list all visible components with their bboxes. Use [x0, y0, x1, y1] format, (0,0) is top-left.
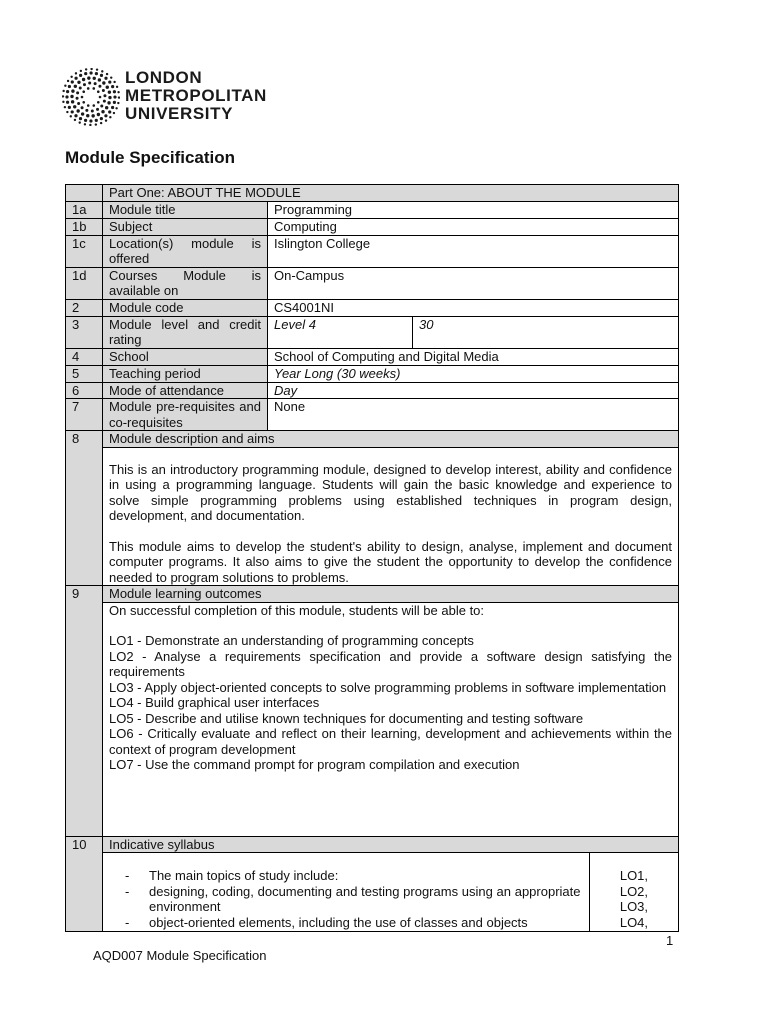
- emblem-dot: [71, 110, 74, 113]
- emblem-dot: [117, 91, 119, 93]
- emblem-dot: [86, 114, 89, 117]
- table-row: [66, 431, 679, 448]
- emblem-dot: [87, 104, 90, 107]
- row-number: 2: [66, 299, 103, 316]
- emblem-dot: [118, 96, 120, 98]
- syllabus-item-text: object-oriented elements, including the use of classes and objects: [149, 914, 528, 930]
- row-number: 5: [66, 365, 103, 382]
- emblem-dot: [74, 77, 77, 80]
- emblem-dot: [102, 89, 105, 92]
- emblem-dot: [116, 86, 118, 88]
- emblem-dot: [96, 68, 98, 70]
- table-row: [66, 267, 679, 299]
- row-value: Programming: [268, 202, 679, 219]
- learning-outcomes-intro: On successful completion of this module, students will be able to:: [109, 602, 485, 618]
- row-number: 6: [66, 382, 103, 399]
- table-row: [66, 202, 679, 219]
- row-number: 1d: [66, 267, 103, 299]
- logo-wordmark: [125, 69, 267, 123]
- row-value: None: [268, 399, 679, 431]
- logo-line-1: LONDON: [125, 68, 203, 87]
- learning-outcomes-list: [109, 633, 672, 773]
- emblem-dot: [110, 76, 112, 78]
- learning-outcomes: [103, 602, 679, 836]
- description-paragraph: This is an introductory programming module, designed to develop interest, ability and confidence in using a programming language. Students will gain the basic knowledge and experience to solve simple programming problems using established techniques in program design, development, and documentation.: [109, 461, 673, 523]
- table-row: [66, 185, 679, 202]
- emblem-dot: [84, 119, 87, 122]
- row-label: School: [103, 348, 268, 365]
- emblem-dot: [70, 76, 72, 78]
- row-value: Year Long (30 weeks): [268, 365, 679, 382]
- section-heading: Module description and aims: [103, 431, 679, 448]
- emblem-dot: [95, 72, 98, 75]
- emblem-dot: [64, 85, 66, 87]
- part-heading: Part One: ABOUT THE MODULE: [103, 185, 679, 202]
- list-item: LO6 - Critically evaluate and reflect on their learning, development and achievements within the context of program development: [109, 726, 673, 757]
- row-number: 4: [66, 348, 103, 365]
- emblem-dot: [104, 114, 107, 117]
- emblem-dot: [115, 107, 117, 109]
- emblem-dot: [77, 102, 80, 105]
- row-value: School of Computing and Digital Media: [268, 348, 679, 365]
- emblem-dot: [100, 117, 103, 120]
- emblem-dot: [96, 108, 99, 111]
- emblem-dot: [101, 70, 103, 72]
- table-row: [66, 382, 679, 399]
- emblem-dot: [113, 101, 116, 104]
- emblem-dot: [79, 87, 82, 90]
- table-row: [66, 348, 679, 365]
- syllabus-table: [103, 853, 678, 931]
- emblem-dot: [95, 123, 97, 125]
- emblem-dot: [66, 90, 69, 93]
- emblem-dot: [87, 87, 90, 90]
- emblem-dot: [82, 90, 85, 93]
- emblem-dot: [113, 81, 115, 83]
- emblem-dot: [84, 72, 87, 75]
- emblem-dot: [102, 81, 105, 84]
- emblem-dot: [117, 102, 119, 104]
- row-number: 1a: [66, 202, 103, 219]
- outcome-ref: LO2, LO3,: [619, 883, 649, 914]
- emblem-dot: [65, 95, 68, 98]
- list-item: LO4 - Build graphical user interfaces: [109, 695, 320, 710]
- emblem-dot: [105, 106, 108, 109]
- emblem-dot: [76, 91, 79, 94]
- list-item: LO1 - Demonstrate an understanding of programming concepts: [109, 633, 474, 648]
- row-label: Module pre-requisites and co-requisites: [103, 399, 268, 431]
- emblem-dot: [67, 80, 69, 82]
- emblem-dot: [95, 119, 98, 122]
- emblem-dot: [93, 77, 96, 80]
- emblem-dot: [68, 85, 71, 88]
- description-paragraph: This module aims to develop the student's ability to design, analyse, implement and document computer programs. It also aims to give the student the opportunity to develop the confidence needed to program solutions to problems.: [109, 538, 673, 585]
- outcome-ref: LO4,: [619, 914, 649, 930]
- university-logo: [62, 68, 287, 128]
- university-emblem-icon: [62, 68, 120, 126]
- emblem-dot: [108, 110, 111, 113]
- emblem-dot: [111, 85, 114, 88]
- table-row: [66, 235, 679, 267]
- emblem-dot: [79, 117, 82, 120]
- emblem-dot: [85, 109, 88, 112]
- syllabus-item-text: The main topics of study include:: [149, 868, 339, 883]
- emblem-dot: [74, 119, 76, 121]
- credit-rating-value: 30: [413, 316, 679, 348]
- emblem-dot: [99, 96, 102, 99]
- emblem-dot: [111, 106, 114, 109]
- table-row: [66, 316, 679, 348]
- emblem-dot: [89, 71, 92, 74]
- emblem-dot: [75, 72, 77, 74]
- emblem-dot: [101, 110, 104, 113]
- emblem-dot: [71, 80, 74, 83]
- logo-line-3: UNIVERSITY: [125, 104, 234, 123]
- row-number: 7: [66, 399, 103, 431]
- module-spec-table: [65, 184, 679, 932]
- row-label: Module level and credit rating: [103, 316, 268, 348]
- emblem-dot: [71, 89, 74, 92]
- list-bullet: -: [125, 914, 130, 930]
- row-value: On-Campus: [268, 267, 679, 299]
- list-item: [125, 884, 581, 915]
- emblem-dot: [76, 97, 79, 100]
- emblem-dot: [79, 74, 82, 77]
- list-item: [125, 915, 581, 931]
- emblem-dot: [98, 78, 101, 81]
- emblem-dot: [88, 82, 91, 85]
- emblem-dot: [64, 106, 66, 108]
- row-label: Location(s) module is offered: [103, 235, 268, 267]
- emblem-dot: [90, 68, 92, 70]
- table-row: [66, 447, 679, 586]
- list-bullet: -: [125, 883, 130, 899]
- emblem-dot: [89, 124, 91, 126]
- row-value: CS4001NI: [268, 299, 679, 316]
- emblem-dot: [81, 112, 84, 115]
- emblem-dot: [62, 90, 64, 92]
- emblem-dot: [106, 85, 109, 88]
- table-row: [66, 853, 679, 932]
- emblem-dot: [79, 121, 81, 123]
- emblem-dot: [91, 109, 94, 112]
- emblem-dot: [100, 74, 103, 77]
- table-row: [66, 586, 679, 603]
- table-row: [66, 218, 679, 235]
- emblem-dot: [76, 109, 79, 112]
- emblem-dot: [106, 73, 108, 75]
- row-label: Module title: [103, 202, 268, 219]
- emblem-dot: [97, 90, 100, 93]
- emblem-dot: [107, 101, 110, 104]
- emblem-dot: [81, 106, 84, 109]
- row-label: Mode of attendance: [103, 382, 268, 399]
- emblem-dot: [81, 96, 84, 99]
- emblem-dot: [71, 100, 74, 103]
- list-item: LO7 - Use the command prompt for program compilation and execution: [109, 757, 520, 772]
- emblem-dot: [91, 114, 94, 117]
- row-number: 1c: [66, 235, 103, 267]
- row-label: Module code: [103, 299, 268, 316]
- emblem-dot: [66, 101, 69, 104]
- emblem-dot: [100, 104, 103, 107]
- emblem-dot: [108, 96, 111, 99]
- emblem-dot: [66, 111, 68, 113]
- emblem-dot: [103, 100, 106, 103]
- emblem-dot: [113, 90, 116, 93]
- emblem-dot: [85, 68, 87, 70]
- row-label: Subject: [103, 218, 268, 235]
- emblem-dot: [84, 123, 86, 125]
- indicative-syllabus: [103, 853, 679, 932]
- section-heading: Indicative syllabus: [103, 836, 679, 853]
- list-item: LO3 - Apply object-oriented concepts to solve programming problems in software implementation: [109, 679, 667, 695]
- row-value: Islington College: [268, 235, 679, 267]
- document-footer: AQD007 Module Specification: [93, 948, 267, 963]
- table-row: [66, 299, 679, 316]
- emblem-dot: [77, 81, 80, 84]
- emblem-dot: [82, 101, 85, 104]
- row-label: Courses Module is available on: [103, 267, 268, 299]
- page-number: 1: [666, 933, 674, 948]
- emblem-dot: [105, 119, 107, 121]
- module-description: [103, 447, 679, 586]
- document-title: Module Specification: [65, 148, 236, 167]
- emblem-dot: [62, 101, 64, 103]
- emblem-dot: [70, 115, 72, 117]
- list-item: [125, 868, 581, 884]
- emblem-dot: [68, 106, 71, 109]
- row-number: 1b: [66, 218, 103, 235]
- list-item: LO2 - Analyse a requirements specification and provide a software design satisfying the requirements: [109, 648, 673, 679]
- emblem-dot: [103, 94, 106, 97]
- emblem-dot: [74, 85, 77, 88]
- emblem-dot: [108, 80, 111, 83]
- emblem-dot: [87, 76, 90, 79]
- emblem-dot: [108, 90, 111, 93]
- row-number: 9: [66, 586, 103, 837]
- row-number: 8: [66, 431, 103, 586]
- row-value: Day: [268, 382, 679, 399]
- emblem-dot: [109, 116, 111, 118]
- emblem-dot: [100, 122, 102, 124]
- row-number-blank: [66, 185, 103, 202]
- emblem-dot: [83, 83, 86, 86]
- emblem-dot: [74, 114, 77, 117]
- row-label: Teaching period: [103, 365, 268, 382]
- emblem-dot: [104, 77, 107, 80]
- emblem-dot: [98, 85, 101, 88]
- syllabus-topics: [103, 853, 589, 931]
- emblem-dot: [97, 101, 100, 104]
- emblem-dot: [89, 119, 92, 122]
- outcome-ref: LO1,: [619, 868, 649, 883]
- list-bullet: -: [125, 868, 130, 883]
- syllabus-item-text: designing, coding, documenting and testing programs using an appropriate environment: [149, 883, 581, 914]
- module-level-value: Level 4: [268, 316, 413, 348]
- emblem-dot: [92, 104, 95, 107]
- row-number: 3: [66, 316, 103, 348]
- emblem-dot: [92, 87, 95, 90]
- emblem-dot: [73, 105, 76, 108]
- row-value: Computing: [268, 218, 679, 235]
- emblem-dot: [80, 70, 82, 72]
- emblem-dot: [70, 95, 73, 98]
- emblem-dot: [97, 113, 100, 116]
- table-row: [66, 602, 679, 836]
- logo-line-2: METROPOLITAN: [125, 86, 267, 105]
- syllabus-outcomes: [589, 853, 678, 931]
- table-row: [66, 836, 679, 853]
- list-item: LO5 - Describe and utilise known techniques for documenting and testing software: [109, 710, 584, 726]
- emblem-dot: [82, 78, 85, 81]
- emblem-dot: [113, 95, 116, 98]
- section-heading: Module learning outcomes: [103, 586, 679, 603]
- table-row: [66, 365, 679, 382]
- row-number: 10: [66, 836, 103, 932]
- emblem-dot: [62, 95, 64, 97]
- table-row: [66, 399, 679, 431]
- emblem-dot: [94, 82, 97, 85]
- emblem-dot: [113, 112, 115, 114]
